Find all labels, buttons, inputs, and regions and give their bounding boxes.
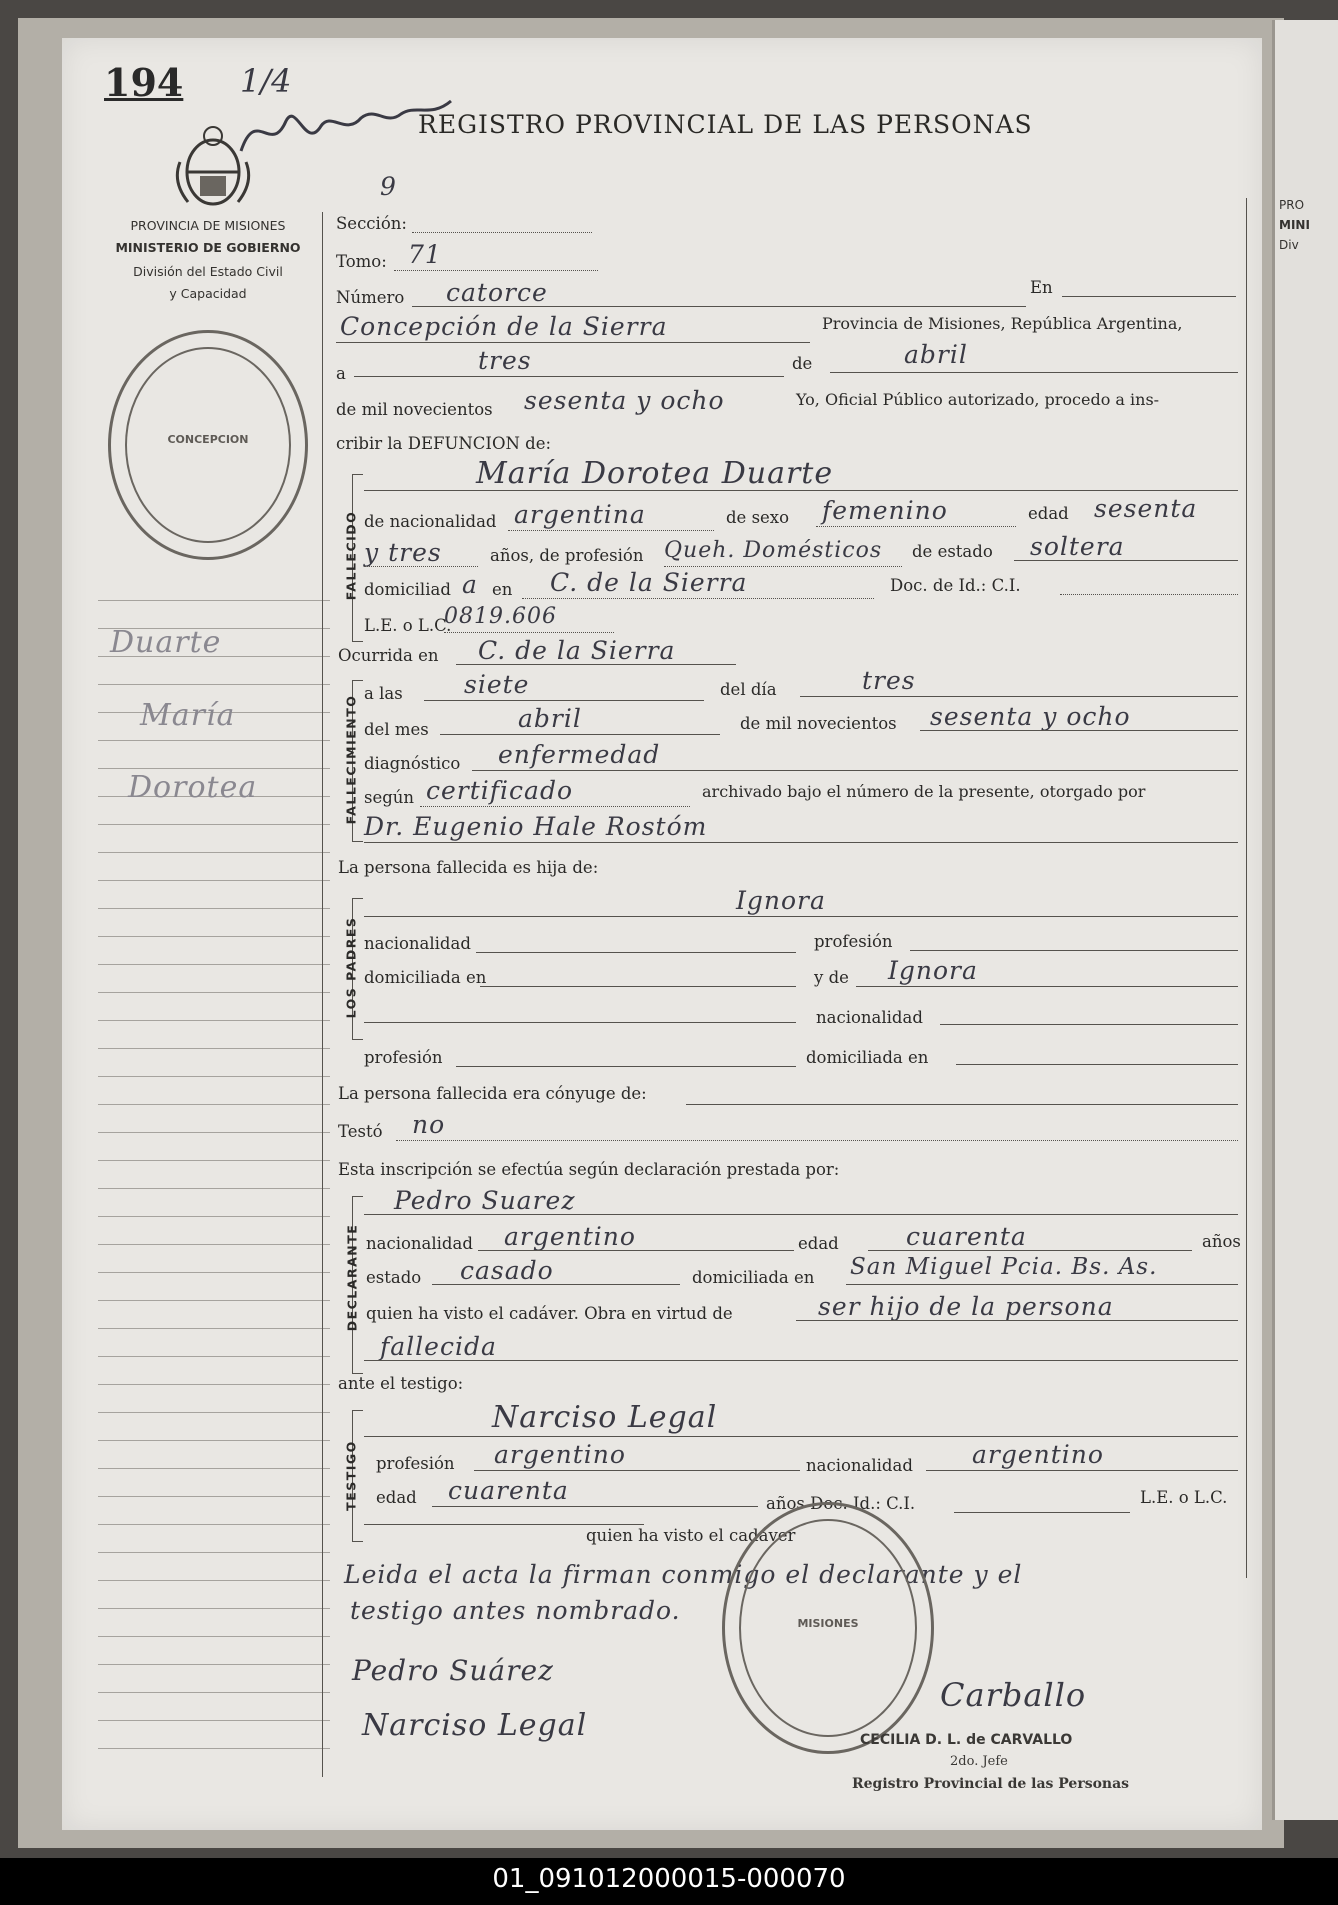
declarante-estado-label: estado <box>366 1268 422 1287</box>
de-label: de <box>792 354 813 373</box>
margin-ruled-line <box>98 824 330 825</box>
office-division-2: y Capacidad <box>169 286 247 301</box>
inscribir-text: cribir la DEFUNCION de: <box>336 434 552 453</box>
year-value: sesenta y ocho <box>524 386 725 415</box>
margin-ruled-line <box>98 1216 330 1217</box>
en-line <box>1062 296 1236 297</box>
archivado-text: archivado bajo el número de la presente, otorgado por <box>702 782 1146 801</box>
margin-ruled-line <box>98 1636 330 1637</box>
testigo-section-label: TESTIGO <box>343 1440 359 1511</box>
anio-line <box>920 730 1238 731</box>
fallecido-nacionalidad-line <box>508 530 714 531</box>
margin-ruled-line <box>98 1272 330 1273</box>
seal-center: CONCEPCION <box>167 433 249 446</box>
dia-label: del día <box>720 680 777 699</box>
facing-page <box>1272 20 1338 1820</box>
madre-domiciliada-label: domiciliada en <box>806 1048 929 1067</box>
fallecido-sexo-line <box>816 526 1016 527</box>
testigo-signature: Narciso Legal <box>362 1708 588 1743</box>
fallecido-estado-label: de estado <box>912 542 993 561</box>
segun-value: certificado <box>426 776 573 805</box>
office-province: PROVINCIA DE MISIONES <box>130 218 286 233</box>
segun-label: según <box>364 788 415 807</box>
madre-profesion-line <box>456 1066 796 1067</box>
fallecido-en-label: en <box>492 580 513 599</box>
facing-page-text-3: Div <box>1279 238 1299 252</box>
fallecido-name: María Dorotea Duarte <box>476 456 834 491</box>
fallecido-estado-value: soltera <box>1030 532 1125 561</box>
declarante-virtud-line-2 <box>364 1360 1238 1361</box>
form-left-rule <box>322 212 323 1777</box>
declarante-nacionalidad-line <box>478 1250 794 1251</box>
folio-mark: 1/4 <box>240 62 292 100</box>
fallecimiento-section-label: FALLECIMIENTO <box>343 694 359 825</box>
margin-ruled-line <box>98 1552 330 1553</box>
margin-ruled-line <box>98 1076 330 1077</box>
fallecido-domicilio-line <box>522 598 874 599</box>
fallecimiento-mil-label: de mil novecientos <box>740 714 897 733</box>
madre-nacionalidad-label: nacionalidad <box>816 1008 923 1027</box>
declarante-name: Pedro Suarez <box>394 1186 576 1215</box>
diagnostico-line <box>472 770 1238 771</box>
official-signature: Carballo <box>940 1676 1087 1714</box>
conyuge-label: La persona fallecida era cónyuge de: <box>338 1084 647 1103</box>
margin-ruled-line <box>98 1132 330 1133</box>
testigo-name-line <box>364 1436 1238 1437</box>
padre-domiciliada-line <box>480 986 796 987</box>
fallecido-edad-label: edad <box>1028 504 1069 523</box>
doctor-value: Dr. Eugenio Hale Rostóm <box>364 812 708 841</box>
place-value: Concepción de la Sierra <box>340 312 668 341</box>
fallecido-edad-value-2: y tres <box>364 538 442 567</box>
conyuge-line <box>686 1104 1238 1105</box>
margin-ruled-line <box>98 1496 330 1497</box>
yde-label: y de <box>814 968 849 987</box>
declarante-virtud-value-1: ser hijo de la persona <box>818 1292 1114 1321</box>
seccion-line <box>412 232 592 233</box>
testigo-visto-text: quien ha visto el cadáver <box>586 1526 796 1545</box>
diagnostico-label: diagnóstico <box>364 754 461 773</box>
margin-ruled-line <box>98 1412 330 1413</box>
padres-intro: La persona fallecida es hija de: <box>338 858 599 877</box>
testigo-profesion-label: profesión <box>376 1454 455 1473</box>
place-line <box>336 342 810 343</box>
official-name: CECILIA D. L. de CARVALLO <box>860 1732 1073 1748</box>
margin-ruled-line <box>98 600 330 601</box>
day-line <box>354 376 784 377</box>
mes-label: del mes <box>364 720 429 739</box>
numero-value: catorce <box>446 278 548 307</box>
declarante-virtud-line <box>796 1320 1238 1321</box>
margin-ruled-line <box>98 740 330 741</box>
margin-ruled-line <box>98 1608 330 1609</box>
declarante-estado-value: casado <box>460 1256 554 1285</box>
declarante-domiciliada-label: domiciliada en <box>692 1268 815 1287</box>
fallecido-domicilio-suffix: a <box>462 570 478 599</box>
padres-blank-line <box>364 1022 796 1023</box>
declarante-edad-label: edad <box>798 1234 839 1253</box>
testigo-blank-line <box>364 1524 644 1525</box>
fallecido-nacionalidad-label: de nacionalidad <box>364 512 497 531</box>
margin-second-name: Dorotea <box>128 770 258 805</box>
fallecido-profesion-value: Queh. Domésticos <box>664 538 883 563</box>
dia-line <box>800 696 1238 697</box>
fallecido-le-label: L.E. o L.C. <box>364 616 452 635</box>
declaracion-text: Esta inscripción se efectúa según declaración prestada por: <box>338 1160 840 1179</box>
fallecido-le-line <box>444 632 614 633</box>
padres-section-label: LOS PADRES <box>343 916 359 1019</box>
facing-page-text-1: PRO <box>1279 198 1305 212</box>
seal-center-2: MISIONES <box>797 1617 859 1630</box>
margin-ruled-line <box>98 908 330 909</box>
margin-ruled-line <box>98 1160 330 1161</box>
testigo-doc-label: años Doc. Id.: C.I. <box>766 1494 916 1513</box>
margin-ruled-line <box>98 852 330 853</box>
office-division: División del Estado Civil <box>133 264 283 279</box>
testo-value: no <box>412 1110 446 1139</box>
registry-seal <box>108 330 308 560</box>
tomo-line <box>394 270 598 271</box>
margin-ruled-line <box>98 1664 330 1665</box>
dia-value: tres <box>862 666 916 695</box>
testigo-intro: ante el testigo: <box>338 1374 464 1393</box>
margin-ruled-line <box>98 1300 330 1301</box>
margin-ruled-line <box>98 684 330 685</box>
mes-value: abril <box>518 704 582 733</box>
declarante-anos-label: años <box>1202 1232 1241 1251</box>
fallecido-domicilio-value: C. de la Sierra <box>550 568 748 597</box>
padre-profesion-label: profesión <box>814 932 893 951</box>
margin-ruled-line <box>98 1748 330 1749</box>
testigo-edad-value: cuarenta <box>448 1476 569 1505</box>
testigo-edad-label: edad <box>376 1488 417 1507</box>
margin-ruled-line <box>98 880 330 881</box>
fallecido-sexo-value: femenino <box>822 496 948 525</box>
fallecido-estado-line <box>1014 560 1238 561</box>
numero-label: Número <box>336 288 405 307</box>
declarante-virtud-value-2: fallecida <box>380 1332 497 1361</box>
official-role: 2do. Jefe <box>950 1754 1008 1769</box>
fallecido-edad-value-1: sesenta <box>1094 494 1198 523</box>
margin-ruled-line <box>98 1384 330 1385</box>
seccion-value: 9 <box>380 172 397 201</box>
declarante-name-line <box>364 1214 1238 1215</box>
mil-novecientos-label: de mil novecientos <box>336 400 493 419</box>
margin-ruled-line <box>98 1020 330 1021</box>
alas-label: a las <box>364 684 403 703</box>
declarante-estado-line <box>432 1284 680 1285</box>
fallecido-anos-profesion-label: años, de profesión <box>490 546 644 565</box>
month-value: abril <box>904 340 968 369</box>
madre-line <box>856 986 1238 987</box>
fallecido-edad-line <box>364 566 478 567</box>
closing-line-2: testigo antes nombrado. <box>350 1596 681 1625</box>
tomo-value: 71 <box>408 240 442 269</box>
doctor-line <box>364 842 1238 843</box>
fallecido-doc-line <box>1060 594 1238 595</box>
fallecido-name-line <box>364 490 1238 491</box>
testigo-doc-line <box>954 1512 1130 1513</box>
month-line <box>830 372 1238 373</box>
facing-page-text-2: MINI <box>1279 218 1310 232</box>
declarante-domicilio-value: San Miguel Pcia. Bs. As. <box>850 1254 1158 1280</box>
mes-line <box>440 734 720 735</box>
official-office: Registro Provincial de las Personas <box>852 1776 1130 1792</box>
declarante-edad-line <box>868 1250 1192 1251</box>
margin-ruled-line <box>98 1356 330 1357</box>
declarante-visto-text: quien ha visto el cadáver. Obra en virtud de <box>366 1304 733 1323</box>
fallecido-le-value: 0819.606 <box>444 604 557 629</box>
fallecido-section-label: FALLECIDO <box>343 510 359 601</box>
fallecido-doc-label: Doc. de Id.: C.I. <box>890 576 1021 595</box>
diagnostico-value: enfermedad <box>498 740 661 769</box>
margin-ruled-line <box>98 1440 330 1441</box>
fallecido-profesion-line <box>664 566 902 567</box>
declarante-nacionalidad-value: argentino <box>504 1222 636 1251</box>
margin-ruled-line <box>98 768 330 769</box>
oficial-text: Yo, Oficial Público autorizado, procedo a ins- <box>796 390 1160 409</box>
hora-line <box>424 700 704 701</box>
hora-value: siete <box>464 670 530 699</box>
margin-ruled-line <box>98 1524 330 1525</box>
testigo-edad-line <box>432 1506 758 1507</box>
testigo-nacionalidad-line <box>926 1470 1238 1471</box>
testigo-le-label: L.E. o L.C. <box>1140 1488 1228 1507</box>
tomo-label: Tomo: <box>336 252 387 271</box>
margin-ruled-line <box>98 1244 330 1245</box>
margin-ruled-line <box>98 1104 330 1105</box>
margin-ruled-line <box>98 1468 330 1469</box>
margin-ruled-line <box>98 1580 330 1581</box>
testigo-nacionalidad-label: nacionalidad <box>806 1456 913 1475</box>
ocurrida-line <box>456 664 736 665</box>
fallecido-sexo-label: de sexo <box>726 508 790 527</box>
testo-line <box>396 1140 1238 1141</box>
madre-nacionalidad-line <box>940 1024 1238 1025</box>
padre-domiciliada-label: domiciliada en <box>364 968 487 987</box>
margin-ruled-line <box>98 1328 330 1329</box>
declarante-nacionalidad-label: nacionalidad <box>366 1234 473 1253</box>
madre-domiciliada-line <box>956 1064 1238 1065</box>
en-label: En <box>1030 278 1053 297</box>
declarante-edad-value: cuarenta <box>906 1222 1027 1251</box>
document-id: 01_091012000015-000070 <box>492 1864 846 1894</box>
margin-ruled-line <box>98 1188 330 1189</box>
seccion-label: Sección: <box>336 214 407 233</box>
anio-value: sesenta y ocho <box>930 702 1131 731</box>
testo-label: Testó <box>338 1122 383 1141</box>
margin-ruled-line <box>98 1720 330 1721</box>
declarante-domicilio-line <box>846 1284 1238 1285</box>
testigo-name: Narciso Legal <box>492 1400 718 1435</box>
office-ministry: MINISTERIO DE GOBIERNO <box>115 240 301 255</box>
page-title: REGISTRO PROVINCIAL DE LAS PERSONAS <box>418 110 1033 139</box>
form-right-rule <box>1246 198 1247 1578</box>
margin-ruled-line <box>98 1048 330 1049</box>
page-number: 194 <box>104 60 184 105</box>
ocurrida-value: C. de la Sierra <box>478 636 676 665</box>
fallecido-domicilio-label: domiciliad <box>364 580 451 599</box>
padre-profesion-line <box>910 950 1238 951</box>
padre-nacionalidad-label: nacionalidad <box>364 934 471 953</box>
fallecido-nacionalidad-value: argentina <box>514 500 646 529</box>
declarante-section-label: DECLARANTE <box>344 1223 360 1332</box>
a-label: a <box>336 364 346 383</box>
margin-first-name: María <box>140 698 236 733</box>
day-value: tres <box>478 346 532 375</box>
segun-line <box>420 806 690 807</box>
margin-ruled-line <box>98 1692 330 1693</box>
ocurrida-label: Ocurrida en <box>338 646 439 665</box>
testigo-profesion-value: argentino <box>494 1440 626 1469</box>
margin-ruled-line <box>98 992 330 993</box>
madre-profesion-label: profesión <box>364 1048 443 1067</box>
margin-ruled-line <box>98 964 330 965</box>
closing-line-1: Leida el acta la firman conmigo el declarante y el <box>344 1560 1023 1589</box>
testigo-nacionalidad-value: argentino <box>972 1440 1104 1469</box>
official-seal <box>722 1502 934 1754</box>
testigo-profesion-line <box>474 1470 800 1471</box>
provincia-text: Provincia de Misiones, República Argentina, <box>822 314 1183 333</box>
margin-surname: Duarte <box>110 625 222 660</box>
padre-line <box>364 916 1238 917</box>
padre-value: Ignora <box>736 886 826 915</box>
margin-ruled-line <box>98 936 330 937</box>
declarante-signature: Pedro Suárez <box>352 1654 554 1687</box>
padre-nacionalidad-line <box>476 952 796 953</box>
madre-value: Ignora <box>888 956 978 985</box>
